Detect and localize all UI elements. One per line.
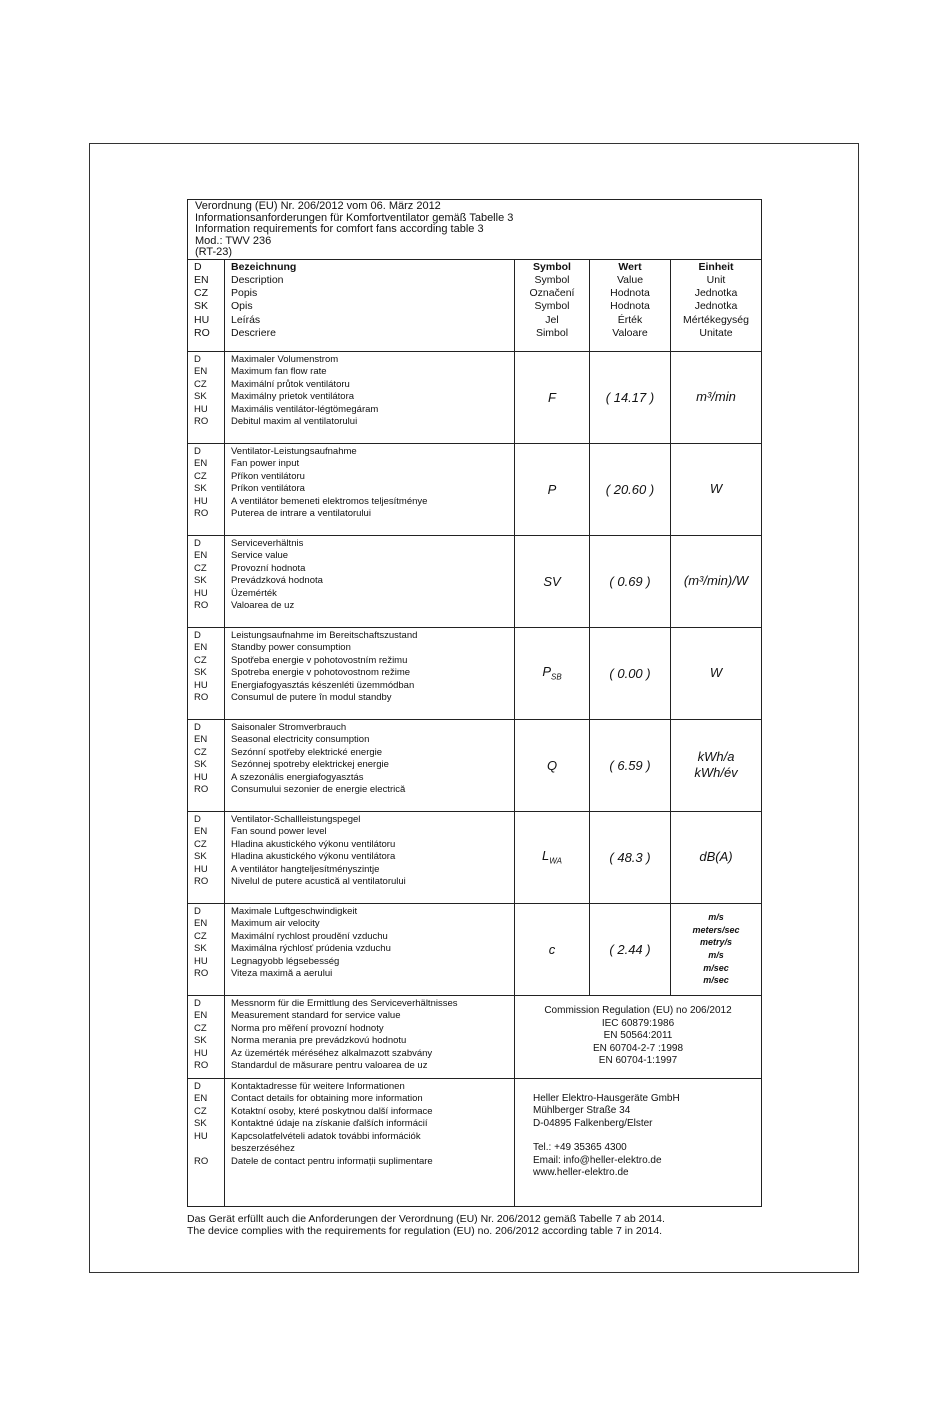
desc-line: Puterea de intrare a ventilatorului [231,508,371,520]
desc-cell [225,995,515,1078]
desc-line: Príkon ventilátora [231,483,305,495]
unit-line: m/s [708,912,724,923]
desc-line: Nivelul de putere acustică al ventilatorului [231,876,406,888]
desc-line: Norma pro měření provozní hodnoty [231,1022,384,1034]
lang-cell [188,535,225,627]
desc-line: Consumului sezonier de energie electrică [231,784,406,796]
header-label: Označení [529,287,575,300]
lang-code: EN [194,1010,208,1022]
title-line: Informationsanforderungen für Komfortventilator gemäß Tabelle 3 [195,211,514,224]
table-row [188,627,762,719]
desc-line: Saisonaler Stromverbrauch [231,721,347,733]
symbol-subscript: WA [549,856,562,866]
header-label: Mértékegység [683,313,749,326]
symbol: c [548,941,556,957]
desc-line: Ventilator-Leistungsaufnahme [231,445,357,457]
desc-line: Üzemérték [231,587,277,599]
desc-line: Kapcsolatfelvételi adatok további információk [231,1130,421,1142]
unit-line: m/s [708,950,724,960]
desc-line: Messnorm für die Ermittlung des Serviceverhältnisses [231,997,458,1009]
contact-line: Tel.: +49 35365 4300 [533,1142,627,1154]
desc-cell [225,627,515,719]
unit-line: m/sec [703,962,729,973]
value-cell [590,903,671,995]
contact-row [188,1078,762,1206]
lang-code: CZ [194,1022,207,1034]
header-label: Descriere [231,326,276,339]
lang-code: EN [194,734,208,746]
lang-code: SK [194,483,207,495]
desc-line: Viteza maximă a aerului [231,968,333,980]
lang-code: RO [194,326,210,339]
desc-line: Debitul maxim al ventilatorului [231,416,358,428]
table-row [188,811,762,903]
standard-line: EN 60704-1:1997 [598,1055,678,1067]
header-label: Simbol [535,326,569,339]
header-label: Hodnota [610,287,650,300]
unit-line: kWh/a [697,749,735,764]
unit-cell [671,719,762,811]
contact-line: www.heller-elektro.de [533,1167,629,1179]
desc-line: Fan sound power level [231,826,327,838]
title-line: Information requirements for comfort fans according table 3 [195,223,484,235]
desc-line: Seasonal electricity consumption [231,734,370,746]
unit-line: kWh/év [694,765,738,780]
symbol: F [548,389,556,405]
lang-code: HU [194,495,208,507]
header-value-cell [590,259,671,351]
lang-cell [188,443,225,535]
desc-line: Standby power consumption [231,642,351,654]
desc-line: Maximale Luftgeschwindigkeit [231,905,358,917]
lang-code: EN [194,918,208,930]
desc-line: Serviceverhältnis [231,537,304,549]
lang-cell [188,627,225,719]
desc-line: Maximálna rýchlosť prúdenia vzduchu [231,943,391,955]
lang-cell [188,259,225,351]
spacer [533,1130,761,1142]
desc-line: Kotaktní osoby, které poskytnou další informace [231,1105,433,1117]
lang-code: CZ [194,838,207,850]
lang-code: EN [194,826,208,838]
lang-code: EN [194,642,208,654]
lang-code: SK [194,759,207,771]
header-row [188,259,762,351]
lang-code: RO [194,876,209,888]
lang-cell [188,811,225,903]
lang-code: D [194,813,201,825]
header-label: Bezeichnung [231,260,297,273]
symbol-cell [515,627,590,719]
standard-line: Commission Regulation (EU) no 206/2012 [544,1005,732,1017]
desc-line: Spotreba energie v pohotovostnom režime [231,667,411,679]
desc-line: Maximální průtok ventilátoru [231,378,350,390]
header-symbol-cell [515,259,590,351]
standards-cell [515,995,762,1078]
unit-cell [671,811,762,903]
standard-line: IEC 60879:1986 [601,1017,675,1029]
header-label: Jednotka [694,287,738,300]
value: ( 2.44 ) [609,941,651,957]
value-cell [590,443,671,535]
lang-code: SK [194,851,207,863]
header-label: Leírás [231,313,261,326]
desc-cell [225,1078,515,1206]
lang-code: CZ [194,470,207,482]
lang-code: HU [194,1047,208,1059]
header-desc-cell [225,259,515,351]
symbol-cell [515,351,590,443]
lang-cell [188,1078,225,1206]
lang-code: HU [194,955,208,967]
desc-line: A ventilátor bemeneti elektromos teljesítménye [231,495,428,507]
desc-line: Standardul de măsurare pentru valoarea de uz [231,1060,428,1072]
header-label: Popis [231,287,258,300]
standards-row [188,995,762,1078]
unit-line: metry/s [699,937,733,948]
contact-line: D-04895 Falkenberg/Elster [533,1117,653,1129]
desc-line: Maximális ventilátor-légtömegáram [231,403,379,415]
lang-code: CZ [194,930,207,942]
lang-code: CZ [194,1105,207,1117]
desc-cell [225,351,515,443]
contact-line: Email: info@heller-elektro.de [533,1154,662,1166]
lang-code: SK [194,1118,207,1130]
lang-code: EN [194,550,208,562]
lang-code: HU [194,313,210,326]
unit-line: meters/sec [692,924,740,935]
desc-line: Hladina akustického výkonu ventilátoru [231,838,396,850]
header-label: Description [231,273,284,286]
lang-cell [188,351,225,443]
unit-line: m³/min [696,389,736,404]
unit-line: dB(A) [699,849,733,864]
lang-code: D [194,260,202,273]
lang-code: CZ [194,562,207,574]
title-line: Mod.: TWV 236 [195,234,272,247]
lang-code: RO [194,692,209,704]
desc-line: beszerzéséhez [231,1143,295,1155]
table-row [188,351,762,443]
value-cell [590,811,671,903]
desc-line: Energiafogyasztás készenléti üzemmódban [231,679,415,691]
lang-code: EN [194,458,208,470]
header-label: Einheit [698,260,734,273]
desc-line: Contact details for obtaining more information [231,1093,423,1105]
lang-code: D [194,1080,201,1092]
lang-code: D [194,537,201,549]
desc-line: A szezonális energiafogyasztás [231,771,364,783]
symbol-cell [515,903,590,995]
lang-code: RO [194,1060,209,1072]
desc-line: Valoarea de uz [231,600,295,612]
lang-code: D [194,445,201,457]
value-cell [590,351,671,443]
desc-line: Service value [231,550,289,562]
lang-code: EN [194,1093,208,1105]
desc-line: Kontaktné údaje na získanie ďalších informácií [231,1118,428,1130]
lang-code: D [194,353,201,365]
desc-line: Datele de contact pentru informații suplimentare [231,1156,433,1168]
desc-line: Leistungsaufnahme im Bereitschaftszustand [231,629,418,641]
desc-line: Ventilator-Schallleistungspegel [231,813,361,825]
lang-code: HU [194,587,208,599]
desc-line: Maximálny prietok ventilátora [231,391,355,403]
symbol: P [547,481,557,497]
lang-code: CZ [194,654,207,666]
value-cell [590,719,671,811]
title-block [187,199,762,259]
lang-code: CZ [194,746,207,758]
lang-code: SK [194,667,207,679]
value: ( 6.59 ) [609,757,651,773]
desc-cell [225,535,515,627]
desc-line: Sezónnej spotreby elektrickej energie [231,759,389,771]
unit-cell [671,535,762,627]
value: ( 0.69 ) [609,573,651,589]
standard-line: EN 60704-2-7 :1998 [592,1042,684,1054]
lang-code: CZ [194,378,207,390]
symbol: Q [546,757,558,773]
table-row [188,719,762,811]
lang-code: RO [194,416,209,428]
value: ( 0.00 ) [609,665,651,681]
lang-cell [188,719,225,811]
value: ( 14.17 ) [605,389,655,405]
lang-code: RO [194,784,209,796]
symbol-cell [515,811,590,903]
unit-line: m/sec [703,975,729,986]
lang-code: EN [194,273,209,286]
value-cell [590,627,671,719]
lang-code: SK [194,943,207,955]
header-label: Symbol [534,273,570,286]
table-row [188,443,762,535]
lang-cell [188,903,225,995]
lang-code: RO [194,968,209,980]
contact-line: Heller Elektro-Hausgeräte GmbH [533,1092,680,1104]
lang-code: RO [194,1156,209,1168]
table-row [188,903,762,995]
symbol-cell [515,719,590,811]
lang-code: D [194,721,201,733]
lang-code: HU [194,863,208,875]
header-label: Jednotka [694,300,738,313]
desc-line: Provozní hodnota [231,562,306,574]
value: ( 20.60 ) [605,481,655,497]
symbol-cell [515,443,590,535]
lang-code: SK [194,1035,207,1047]
lang-code: HU [194,1130,208,1142]
value-cell [590,535,671,627]
desc-line: Measurement standard for service value [231,1010,401,1022]
desc-cell [225,443,515,535]
desc-line: Sezónní spotřeby elektrické energie [231,746,383,758]
symbol: SV [543,573,561,589]
table-row [188,535,762,627]
lang-code: HU [194,771,208,783]
desc-line: Spotřeba energie v pohotovostním režimu [231,654,408,666]
desc-cell [225,811,515,903]
lang-cell [188,995,225,1078]
desc-line: Fan power input [231,458,300,470]
header-label: Hodnota [610,300,650,313]
title-line: (RT-23) [195,246,233,258]
info-table [187,259,762,1207]
symbol-cell [515,535,590,627]
unit-cell [671,627,762,719]
lang-code: SK [194,575,207,587]
desc-line: Az üzemérték méréséhez alkalmazott szabvány [231,1047,433,1059]
symbol: L [542,848,550,864]
lang-code: D [194,905,201,917]
header-label: Value [616,273,644,286]
lang-code: HU [194,679,208,691]
header-unit-cell [671,259,762,351]
lang-code: D [194,997,201,1009]
footer-line: The device complies with the requirements for regulation (EU) no. 206/2012 according table 7 in 2014. [187,1225,663,1237]
symbol-subscript: SB [551,672,562,682]
lang-code: HU [194,403,208,415]
footer-note [187,1213,762,1238]
unit-cell [671,443,762,535]
desc-line: A ventilátor hangteljesítményszintje [231,863,380,875]
desc-line: Maximální rychlost proudění vzduchu [231,930,388,942]
unit-line: W [709,665,723,680]
title-line: Verordnung (EU) Nr. 206/2012 vom 06. März 2012 [195,200,441,212]
lang-code: D [194,629,201,641]
header-label: Jel [545,313,559,326]
footer-line: Das Gerät erfüllt auch die Anforderungen der Verordnung (EU) Nr. 206/2012 gemäß Tabelle 7 ab 2014. [187,1212,665,1225]
desc-line: Maximum fan flow rate [231,366,327,378]
desc-line: Legnagyobb légsebesség [231,955,340,967]
contact-line: Mühlberger Straße 34 [533,1105,631,1117]
unit-cell [671,351,762,443]
lang-code: RO [194,600,209,612]
unit-cell [671,903,762,995]
desc-line: Kontaktadresse für weitere Informationen [231,1080,405,1092]
desc-line: Příkon ventilátoru [231,470,305,482]
lang-code: SK [194,300,209,313]
standard-line: EN 50564:2011 [603,1030,673,1042]
header-label: Unitate [699,326,733,339]
desc-line: Prevádzková hodnota [231,575,323,587]
lang-code: EN [194,366,208,378]
desc-line: Maximaler Volumenstrom [231,353,339,365]
lang-code: CZ [194,287,208,300]
datasheet [187,199,762,1238]
header-label: Valoare [612,326,648,339]
desc-cell [225,903,515,995]
unit-line: W [709,481,723,496]
header-label: Wert [618,260,642,273]
value: ( 48.3 ) [609,849,651,865]
desc-cell [225,719,515,811]
lang-code [194,1143,224,1156]
contact-cell [515,1078,762,1206]
desc-line: Norma merania pre prevádzkovú hodnotu [231,1035,407,1047]
unit-line: (m³/min)/W [683,573,749,588]
desc-line: Consumul de putere în modul standby [231,692,392,704]
desc-line: Maximum air velocity [231,918,320,930]
header-label: Symbol [534,300,570,313]
lang-code: SK [194,391,207,403]
header-label: Symbol [533,260,571,273]
symbol: P [542,664,551,680]
header-label: Unit [706,273,726,286]
header-label: Opis [231,300,253,313]
header-label: Érték [617,313,643,326]
desc-line: Hladina akustického výkonu ventilátora [231,851,396,863]
lang-code: RO [194,508,209,520]
